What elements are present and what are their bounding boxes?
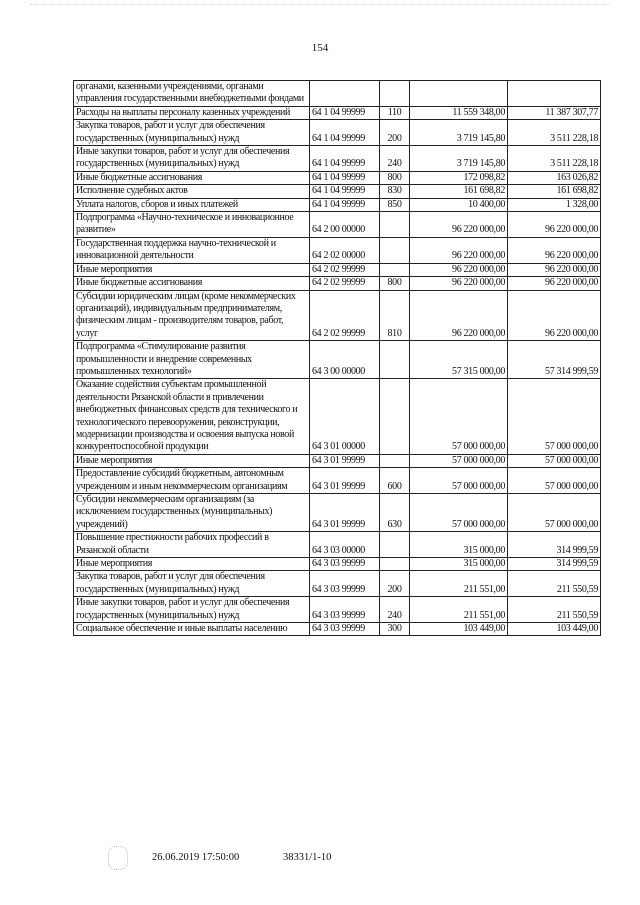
row-name: Государственная поддержка научно-технической и инновационной деятельности <box>74 237 310 263</box>
row-name: Иные мероприятия <box>74 558 310 571</box>
row-name: Иные закупки товаров, работ и услуг для обеспечения государственных (муниципальных) нужд <box>74 146 310 172</box>
row-sum-planned: 11 559 348,00 <box>410 106 508 119</box>
row-name: Оказание содействия субъектам промышленной деятельности Рязанской области в привлечении внебюджетных финансовых средств для технического и технологического перевооружения, реконструкции, модернизации производства и освоения выпуска новой конкурентоспособной продукции <box>74 379 310 454</box>
row-expense-type: 110 <box>380 106 410 119</box>
row-expense-type <box>380 558 410 571</box>
table-row <box>74 120 601 146</box>
row-name: Расходы на выплаты персоналу казенных учреждений <box>74 106 310 119</box>
row-sum-planned: 57 315 000,00 <box>410 341 508 379</box>
row-expense-type: 800 <box>380 171 410 184</box>
row-sum-executed: 103 449,00 <box>508 623 601 636</box>
row-sum-executed: 96 220 000,00 <box>508 277 601 290</box>
row-sum-planned: 211 551,00 <box>410 571 508 597</box>
row-expense-type: 830 <box>380 185 410 198</box>
table-row <box>74 597 601 623</box>
row-sum-executed: 57 000 000,00 <box>508 494 601 532</box>
table-row <box>74 532 601 558</box>
row-sum-planned: 315 000,00 <box>410 532 508 558</box>
row-name: Социальное обеспечение и иные выплаты населению <box>74 623 310 636</box>
row-sum-executed: 161 698,82 <box>508 185 601 198</box>
table-row <box>74 468 601 494</box>
row-code: 64 3 00 00000 <box>310 341 380 379</box>
row-code: 64 2 02 00000 <box>310 237 380 263</box>
row-sum-planned: 211 551,00 <box>410 597 508 623</box>
scan-mark <box>108 846 128 870</box>
row-code: 64 3 01 99999 <box>310 454 380 467</box>
scan-artifact-line <box>30 4 610 6</box>
row-expense-type: 810 <box>380 290 410 341</box>
row-name: Предоставление субсидий бюджетным, автономным учреждениям и иным некоммерческим организациям <box>74 468 310 494</box>
row-sum-planned: 103 449,00 <box>410 623 508 636</box>
row-sum-executed: 57 314 999,59 <box>508 341 601 379</box>
table-row <box>74 237 601 263</box>
row-code: 64 1 04 99999 <box>310 185 380 198</box>
row-code: 64 3 03 99999 <box>310 623 380 636</box>
row-sum-planned: 96 220 000,00 <box>410 290 508 341</box>
table-row <box>74 263 601 276</box>
row-name: Субсидии некоммерческим организациям (за исключением государственных (муниципальных) учреждений) <box>74 494 310 532</box>
footer-date: 26.06.2019 17:50:00 <box>152 852 240 863</box>
row-code: 64 3 03 00000 <box>310 532 380 558</box>
row-code: 64 2 02 99999 <box>310 277 380 290</box>
row-code <box>310 81 380 107</box>
footer-doc-number: 38331/1-10 <box>283 852 332 863</box>
row-expense-type: 240 <box>380 597 410 623</box>
row-sum-planned: 3 719 145,80 <box>410 146 508 172</box>
table-row <box>74 198 601 211</box>
table-row <box>74 146 601 172</box>
row-code: 64 3 03 99999 <box>310 597 380 623</box>
row-expense-type: 240 <box>380 146 410 172</box>
row-code: 64 2 02 99999 <box>310 263 380 276</box>
row-code: 64 2 00 00000 <box>310 212 380 238</box>
table-row <box>74 212 601 238</box>
row-sum-executed: 11 387 307,77 <box>508 106 601 119</box>
table-row <box>74 623 601 636</box>
row-expense-type: 850 <box>380 198 410 211</box>
row-sum-executed: 211 550,59 <box>508 571 601 597</box>
row-expense-type: 630 <box>380 494 410 532</box>
row-expense-type <box>380 237 410 263</box>
table-row <box>74 558 601 571</box>
row-name: Иные мероприятия <box>74 454 310 467</box>
row-code: 64 1 04 99999 <box>310 106 380 119</box>
row-sum-executed: 314 999,59 <box>508 532 601 558</box>
row-sum-executed: 3 511 228,18 <box>508 146 601 172</box>
row-expense-type <box>380 81 410 107</box>
row-sum-executed: 96 220 000,00 <box>508 212 601 238</box>
row-sum-planned: 57 000 000,00 <box>410 454 508 467</box>
row-name: Исполнение судебных актов <box>74 185 310 198</box>
table-row <box>74 494 601 532</box>
table-row <box>74 341 601 379</box>
row-name: Повышение престижности рабочих профессий в Рязанской области <box>74 532 310 558</box>
row-sum-planned: 315 000,00 <box>410 558 508 571</box>
row-expense-type: 600 <box>380 468 410 494</box>
row-name: Закупка товаров, работ и услуг для обеспечения государственных (муниципальных) нужд <box>74 120 310 146</box>
budget-table-body <box>74 81 601 636</box>
row-sum-planned <box>410 81 508 107</box>
row-name: Иные бюджетные ассигнования <box>74 171 310 184</box>
row-expense-type <box>380 379 410 454</box>
row-name: Подпрограмма «Научно-техническое и инновационное развитие» <box>74 212 310 238</box>
row-code: 64 1 04 99999 <box>310 146 380 172</box>
row-name: органами, казенными учреждениями, органами управления государственными внебюджетными фондами <box>74 81 310 107</box>
row-name: Уплата налогов, сборов и иных платежей <box>74 198 310 211</box>
row-code: 64 1 04 99999 <box>310 171 380 184</box>
row-name: Иные бюджетные ассигнования <box>74 277 310 290</box>
row-code: 64 3 01 00000 <box>310 379 380 454</box>
page-number: 154 <box>311 42 329 54</box>
row-code: 64 3 03 99999 <box>310 558 380 571</box>
row-sum-executed: 96 220 000,00 <box>508 263 601 276</box>
row-code: 64 3 01 99999 <box>310 494 380 532</box>
row-sum-planned: 57 000 000,00 <box>410 494 508 532</box>
row-code: 64 3 03 99999 <box>310 571 380 597</box>
row-sum-planned: 96 220 000,00 <box>410 277 508 290</box>
row-expense-type: 200 <box>380 571 410 597</box>
row-sum-executed: 314 999,59 <box>508 558 601 571</box>
row-name: Субсидии юридическим лицам (кроме некоммерческих организаций), индивидуальным предпринимателям, физическим лицам - производителям товаров, работ, услуг <box>74 290 310 341</box>
row-sum-executed: 211 550,59 <box>508 597 601 623</box>
table-row <box>74 571 601 597</box>
row-sum-executed: 1 328,00 <box>508 198 601 211</box>
row-expense-type <box>380 263 410 276</box>
table-row <box>74 290 601 341</box>
table-row <box>74 185 601 198</box>
table-row <box>74 454 601 467</box>
row-expense-type: 200 <box>380 120 410 146</box>
row-sum-planned: 96 220 000,00 <box>410 212 508 238</box>
row-sum-executed <box>508 81 601 107</box>
row-sum-executed: 57 000 000,00 <box>508 454 601 467</box>
row-sum-planned: 3 719 145,80 <box>410 120 508 146</box>
row-code: 64 2 02 99999 <box>310 290 380 341</box>
row-name: Закупка товаров, работ и услуг для обеспечения государственных (муниципальных) нужд <box>74 571 310 597</box>
row-expense-type: 300 <box>380 623 410 636</box>
row-code: 64 3 01 99999 <box>310 468 380 494</box>
row-name: Подпрограмма «Стимулирование развития промышленности и внедрение современных промышленных технологий» <box>74 341 310 379</box>
row-sum-executed: 3 511 228,18 <box>508 120 601 146</box>
row-name: Иные мероприятия <box>74 263 310 276</box>
row-expense-type <box>380 212 410 238</box>
row-sum-planned: 161 698,82 <box>410 185 508 198</box>
row-sum-executed: 57 000 000,00 <box>508 379 601 454</box>
row-sum-planned: 172 098,82 <box>410 171 508 184</box>
row-expense-type: 800 <box>380 277 410 290</box>
row-expense-type <box>380 454 410 467</box>
row-code: 64 1 04 99999 <box>310 120 380 146</box>
row-name: Иные закупки товаров, работ и услуг для обеспечения государственных (муниципальных) нужд <box>74 597 310 623</box>
row-sum-planned: 96 220 000,00 <box>410 237 508 263</box>
row-expense-type <box>380 532 410 558</box>
row-sum-executed: 163 026,82 <box>508 171 601 184</box>
budget-table <box>73 80 601 636</box>
row-sum-planned: 10 400,00 <box>410 198 508 211</box>
table-row <box>74 106 601 119</box>
table-row <box>74 277 601 290</box>
table-row <box>74 81 601 107</box>
table-row <box>74 171 601 184</box>
row-sum-planned: 96 220 000,00 <box>410 263 508 276</box>
row-sum-planned: 57 000 000,00 <box>410 379 508 454</box>
row-expense-type <box>380 341 410 379</box>
row-sum-planned: 57 000 000,00 <box>410 468 508 494</box>
row-sum-executed: 57 000 000,00 <box>508 468 601 494</box>
row-code: 64 1 04 99999 <box>310 198 380 211</box>
table-row <box>74 379 601 454</box>
row-sum-executed: 96 220 000,00 <box>508 290 601 341</box>
row-sum-executed: 96 220 000,00 <box>508 237 601 263</box>
